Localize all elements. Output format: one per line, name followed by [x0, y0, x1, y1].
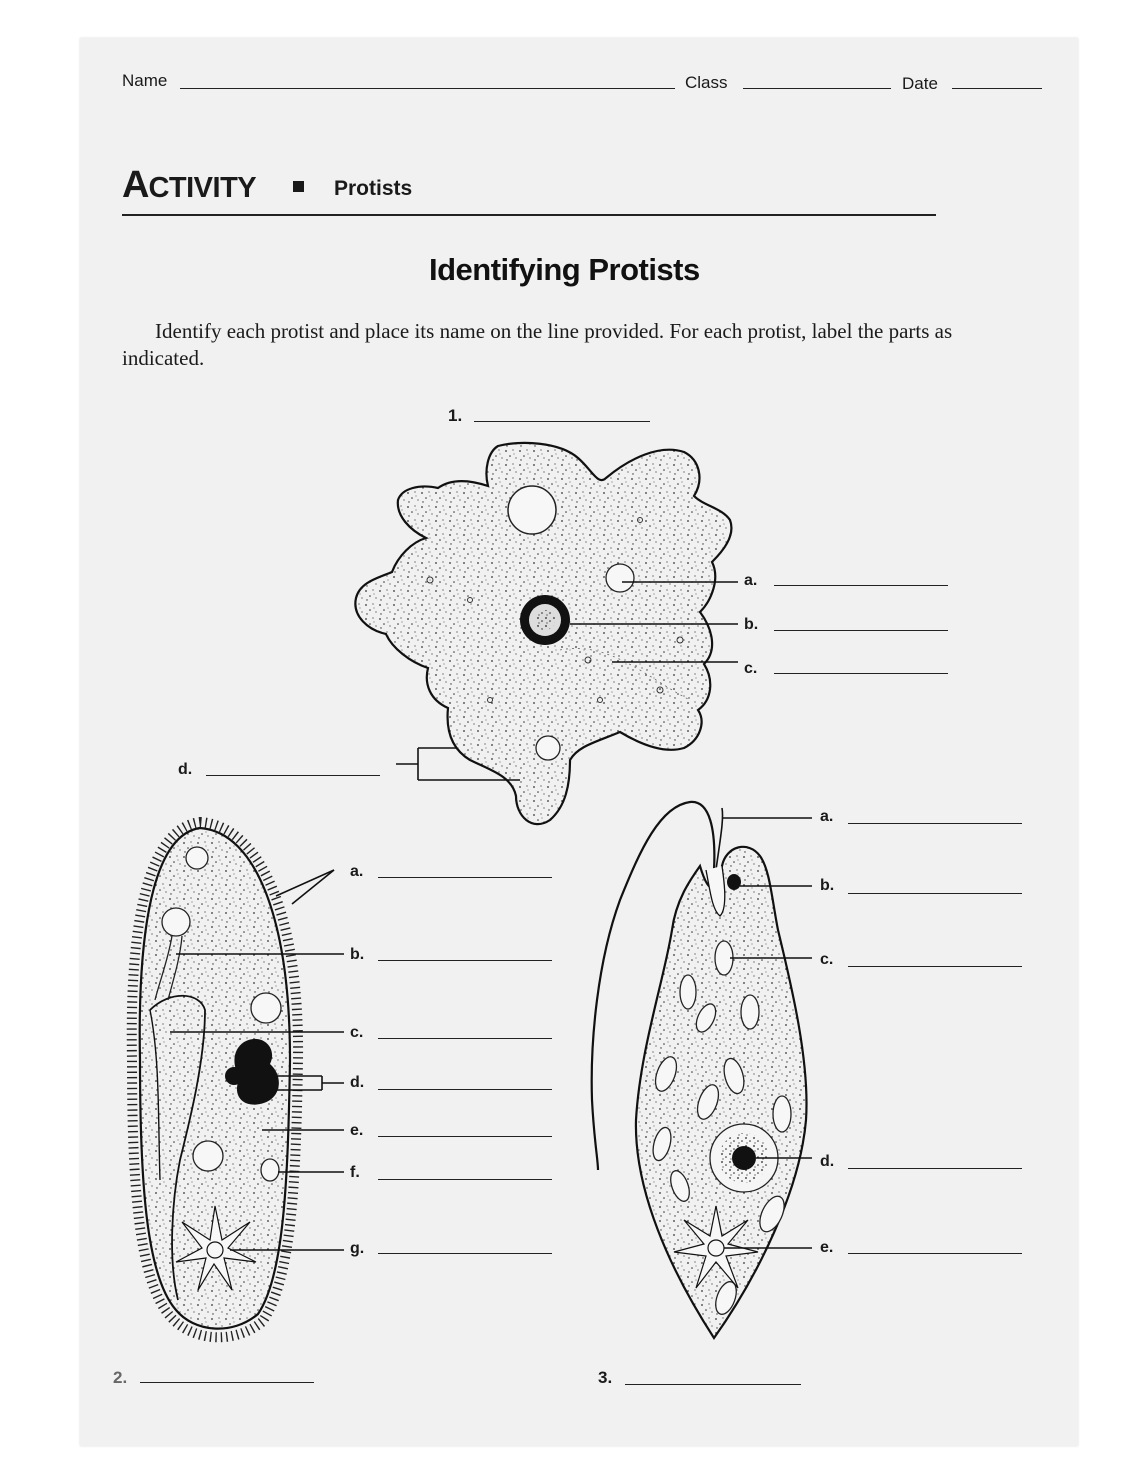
protist-1-answer-line-a[interactable] [774, 585, 948, 586]
protist-1-number: 1. [448, 406, 463, 425]
paramecium-micronucleus [225, 1067, 243, 1085]
protist-1-answer-line-c[interactable] [774, 673, 948, 674]
amoeba-contractile-vacuole [606, 564, 634, 592]
protist-3-answer-line-c[interactable] [848, 966, 1022, 967]
protist-1-answer-line-d[interactable] [206, 775, 380, 776]
protist-2-answer-line-a[interactable] [378, 877, 552, 878]
protist-2-answer-line-d[interactable] [378, 1089, 552, 1090]
protist-1-label-a: a. [744, 572, 758, 589]
date-label: Date [902, 74, 938, 93]
protist-3-label-a: a. [820, 808, 834, 825]
protist-2-name-line[interactable] [140, 1382, 314, 1383]
instructions-text: Identify each protist and place its name on the line provided. For each protist, label the parts as indicated. [122, 319, 953, 370]
protist-3-label-b: b. [820, 877, 835, 894]
paramecium-drawing [132, 822, 344, 1337]
protist-2-label-a: a. [350, 863, 364, 880]
protist-2-label-g: g. [350, 1240, 365, 1257]
protist-1-name-line[interactable] [474, 421, 650, 422]
activity-word-rest: CTIVITY [148, 172, 257, 204]
protist-3-number: 3. [598, 1368, 613, 1387]
amoeba-food-vacuole [508, 486, 556, 534]
protist-2-label-c: c. [350, 1024, 364, 1041]
protist-3-answer-line-d[interactable] [848, 1168, 1022, 1169]
protist-2-label-f: f. [350, 1164, 360, 1181]
protist-2-answer-line-b[interactable] [378, 960, 552, 961]
protist-3-label-d: d. [820, 1153, 835, 1170]
protist-2-answer-line-e[interactable] [378, 1136, 552, 1137]
protist-3-label-c: c. [820, 951, 834, 968]
euglena-drawing [592, 802, 812, 1338]
protist-1-label-b: b. [744, 616, 759, 633]
page-title: Identifying Protists [429, 252, 700, 287]
amoeba-drawing [355, 443, 738, 824]
protist-1-label-d: d. [178, 761, 193, 778]
protist-3-label-e: e. [820, 1239, 834, 1256]
class-label: Class [685, 73, 728, 92]
protist-1-answer-line-b[interactable] [774, 630, 948, 631]
protist-2-answer-line-c[interactable] [378, 1038, 552, 1039]
protist-3-answer-line-e[interactable] [848, 1253, 1022, 1254]
protist-3-name-line[interactable] [625, 1384, 801, 1385]
protist-2-label-e: e. [350, 1122, 364, 1139]
protist-2-answer-line-f[interactable] [378, 1179, 552, 1180]
protist-2-number: 2. [113, 1368, 128, 1387]
euglena-eyespot [727, 874, 741, 890]
activity-topic: Protists [334, 177, 413, 200]
protist-2-label-b: b. [350, 946, 365, 963]
protist-2-label-d: d. [350, 1074, 365, 1091]
protist-1-label-c: c. [744, 660, 758, 677]
protist-2-answer-line-g[interactable] [378, 1253, 552, 1254]
name-label: Name [122, 71, 168, 90]
protist-3-answer-line-a[interactable] [848, 823, 1022, 824]
activity-word-initial: A [122, 164, 149, 206]
protist-3-answer-line-b[interactable] [848, 893, 1022, 894]
